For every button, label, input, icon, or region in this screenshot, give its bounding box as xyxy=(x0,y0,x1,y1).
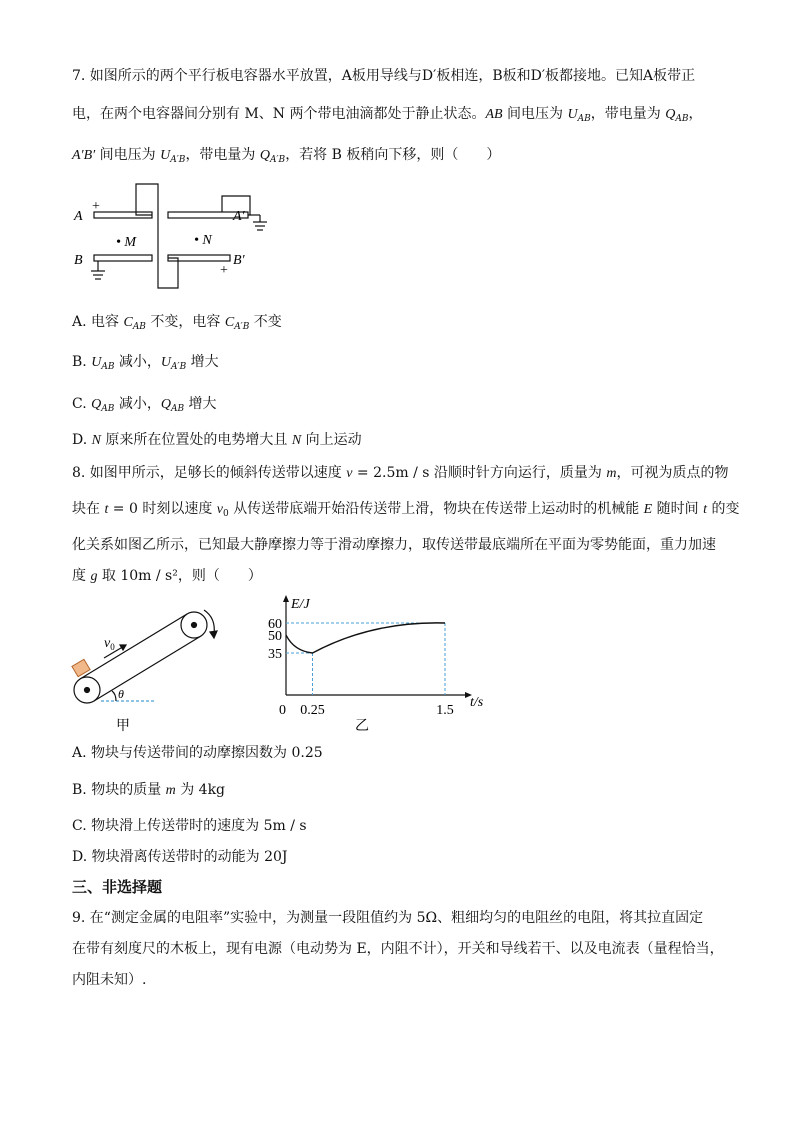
option-text: C. xyxy=(72,396,92,412)
q8-option-d: D. 物块滑离传送带时的动能为 20J xyxy=(72,849,288,865)
q8-text: 块在 xyxy=(72,501,105,517)
q8-e: E xyxy=(643,502,653,517)
q7-ab: AB xyxy=(485,107,503,122)
option-c: C xyxy=(123,315,133,330)
q9-line-1: 9. 在“测定金属的电阻率”实验中，为测量一段阻值约为 5Ω、粗细均匀的电阻丝的电阻，将其拉直固定 xyxy=(72,910,704,926)
q8-text: ，可视为质点的物 xyxy=(616,465,729,481)
option-n: N xyxy=(91,433,101,448)
q7-text: ，若将 B 板稍向下移，则（ ） xyxy=(285,147,501,163)
option-q: Q xyxy=(160,397,171,412)
q8-text: = 2.5m / s 沿顺时针方向运行，质量为 xyxy=(352,465,607,481)
q9-line-2: 在带有刻度尺的木板上，现有电源（电动势为 E，内阻不计），开关和导线若干、以及电流表（量程恰当， xyxy=(72,941,724,957)
x-axis-label: t/s xyxy=(470,695,484,710)
option-text: 增大 xyxy=(184,396,217,412)
q7-q-sub: A′B xyxy=(270,155,286,165)
option-text: B. xyxy=(72,354,92,370)
q7-u: U xyxy=(160,148,171,163)
conveyor-figure xyxy=(66,606,266,736)
option-text: 原来所在位置处的电势增大且 xyxy=(100,432,292,448)
label-b: B xyxy=(74,253,83,268)
y-tick-label: 35 xyxy=(268,647,282,662)
q7-a2b2: A′B′ xyxy=(72,148,96,163)
q8-v0: v xyxy=(216,502,224,517)
option-text: 增大 xyxy=(186,354,219,370)
q8-line-2 xyxy=(72,499,739,524)
option-text: 减小， xyxy=(114,354,161,370)
q7-option-a xyxy=(72,312,282,337)
q7-line-3 xyxy=(72,145,500,170)
q8-text: 度 xyxy=(72,568,91,584)
q8-text: = 0 时刻以速度 xyxy=(108,501,217,517)
capacitor-figure xyxy=(70,178,280,293)
v0-label: $v_0$ xyxy=(104,636,115,652)
option-text: 减小， xyxy=(114,396,161,412)
q7-u: U xyxy=(567,107,578,122)
q7-text: ，带电量为 xyxy=(590,106,666,122)
q8-text: 取 10m / s²，则（ ） xyxy=(97,568,262,584)
q7-option-c xyxy=(72,394,217,419)
q7-text: 间电压为 xyxy=(95,147,161,163)
option-sub: AB xyxy=(101,404,115,414)
q8-text: 从传送带底端开始沿传送带上滑，物块在传送带上运动时的机械能 xyxy=(228,501,644,517)
option-sub: AB xyxy=(170,404,185,414)
plate-b xyxy=(94,255,152,261)
x-tick-label: 1.5 xyxy=(436,703,454,718)
q7-line-2 xyxy=(72,104,702,129)
q8-text: 随时间 xyxy=(652,501,704,517)
q8-v0-sub: 0 xyxy=(223,509,229,519)
q8-line-4 xyxy=(72,566,262,587)
option-n: N xyxy=(291,433,302,448)
q8-option-b xyxy=(72,780,225,801)
option-u: U xyxy=(160,355,172,370)
q7-text: 电，在两个电容器间分别有 M、N 两个带电油滴都处于静止状态。 xyxy=(72,106,486,122)
q8-v: v xyxy=(346,466,353,481)
q7-text: ， xyxy=(688,106,703,122)
option-u: U xyxy=(91,355,102,370)
label-a: A xyxy=(74,209,83,224)
option-text: D. xyxy=(72,432,92,448)
label-b-prime: B′ xyxy=(233,253,245,268)
q8-g: g xyxy=(90,569,98,584)
origin-label: 0 xyxy=(279,703,286,718)
energy-time-chart xyxy=(255,590,495,736)
q9-line-3: 内阻未知）. xyxy=(72,972,147,988)
option-sub: A′B xyxy=(234,322,250,332)
q7-u-sub: A′B xyxy=(170,155,186,165)
option-text: A. 电容 xyxy=(72,314,124,330)
theta-label: θ xyxy=(118,687,124,701)
q8-text: 8. 如图甲所示，足够长的倾斜传送带以速度 xyxy=(72,465,347,481)
option-text: B. 物块的质量 xyxy=(72,782,166,798)
plus-b-prime: + xyxy=(220,263,228,278)
option-c: C xyxy=(224,315,235,330)
plus-a: + xyxy=(92,199,100,214)
q8-m: m xyxy=(606,466,617,481)
label-a-prime: A′ xyxy=(233,209,245,224)
y-tick-label: 60 xyxy=(268,617,282,632)
q8-option-a: A. 物块与传送带间的动摩擦因数为 0.25 xyxy=(72,745,323,761)
q7-u-sub: AB xyxy=(577,114,591,124)
x-tick-label: 0.25 xyxy=(300,703,325,718)
y-axis-arrow xyxy=(283,595,289,602)
section-heading: 三、非选择题 xyxy=(72,878,163,896)
option-q: Q xyxy=(91,397,102,412)
q7-q-sub: AB xyxy=(675,114,689,124)
q7-line-1: 7. 如图所示的两个平行板电容器水平放置，A板用导线与D′板相连，B板和D′板都接地。已知A板带正 xyxy=(72,68,696,84)
q7-option-b xyxy=(72,352,219,377)
q8-option-c: C. 物块滑上传送带时的速度为 5m / s xyxy=(72,818,307,834)
q8-text: 的变 xyxy=(707,501,740,517)
option-text: 为 4kg xyxy=(175,782,226,798)
option-m: m xyxy=(165,783,176,798)
energy-curve xyxy=(286,623,445,653)
wire-a-to-bprime xyxy=(136,184,178,288)
q8-t: t xyxy=(703,502,708,517)
q7-q: Q xyxy=(665,107,676,122)
q8-t: t xyxy=(104,502,109,517)
q7-option-d xyxy=(72,430,362,451)
caption-jia: 甲 xyxy=(116,719,130,734)
y-axis-label: E/J xyxy=(291,597,310,612)
option-text: 向上运动 xyxy=(301,432,362,448)
q7-text: 间电压为 xyxy=(502,106,568,122)
droplet-m: • M xyxy=(116,235,137,250)
option-sub: AB xyxy=(101,362,115,372)
q7-text: ，带电量为 xyxy=(185,147,260,163)
y-tick-label: 50 xyxy=(268,629,282,644)
caption-yi: 乙 xyxy=(355,719,369,734)
option-sub: AB xyxy=(132,322,146,332)
q7-q: Q xyxy=(259,148,271,163)
droplet-n: • N xyxy=(194,233,212,248)
option-sub: A′B xyxy=(171,362,187,372)
option-text: 不变，电容 xyxy=(145,314,225,330)
q8-line-3: 化关系如图乙所示，已知最大静摩擦力等于滑动摩擦力，取传送带最底端所在平面为零势能面，重力加速 xyxy=(72,537,716,553)
option-text: 不变 xyxy=(249,314,282,330)
q8-line-1 xyxy=(72,463,728,484)
